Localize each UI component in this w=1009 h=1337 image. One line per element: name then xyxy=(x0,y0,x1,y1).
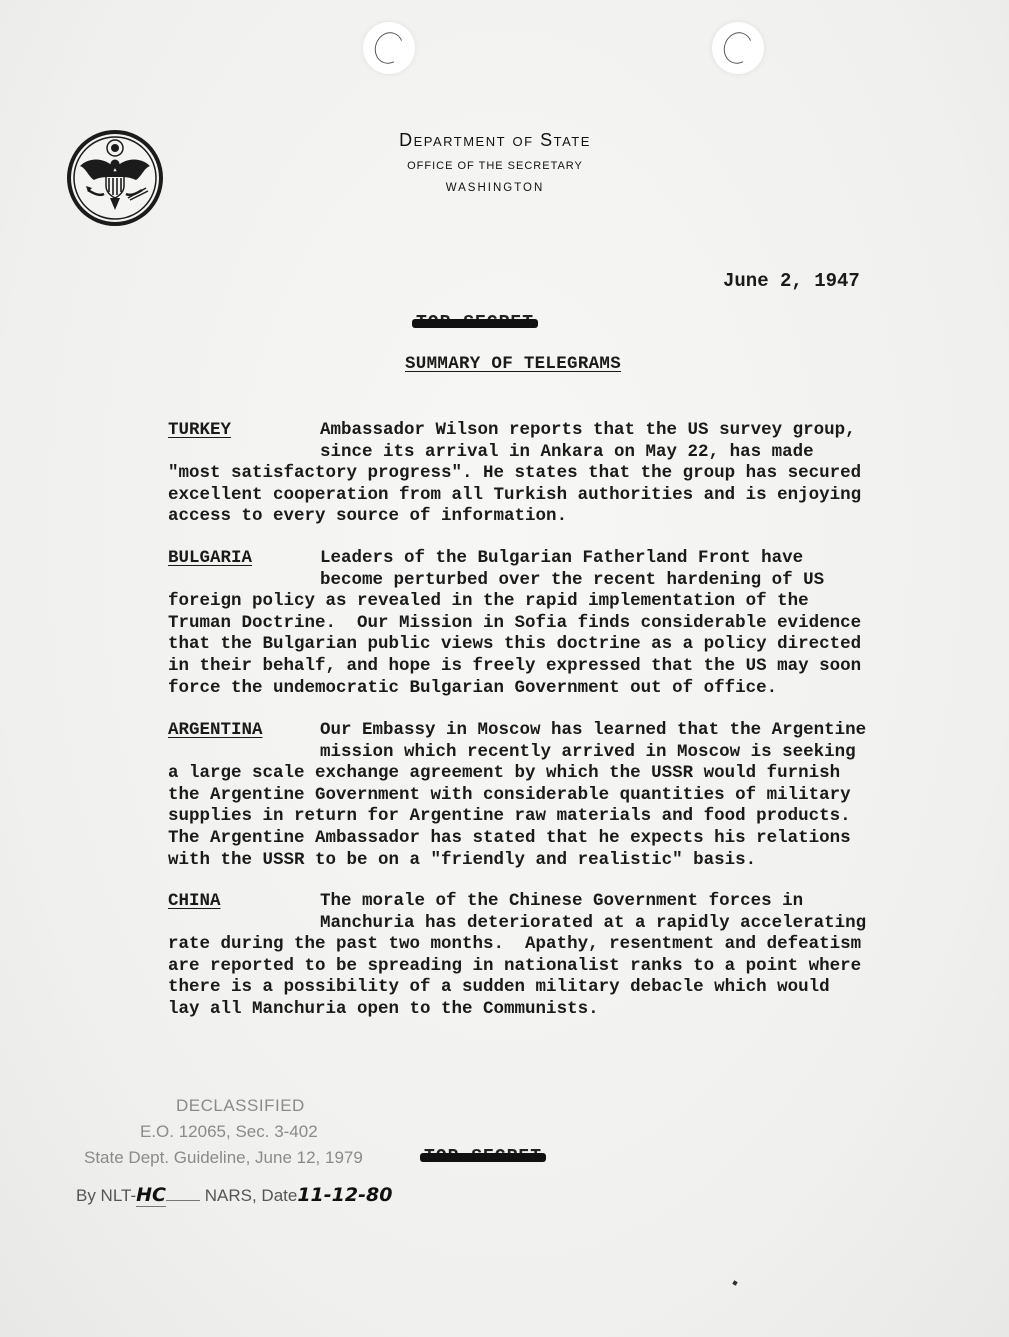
section-bulgaria xyxy=(168,548,898,699)
section-heading: ARGENTINA xyxy=(168,720,263,740)
punch-hole-left xyxy=(363,22,415,74)
section-china xyxy=(168,891,898,1021)
section-heading: CHINA xyxy=(168,891,221,911)
stamp-date: 11-12-80 xyxy=(297,1184,393,1206)
redaction-strike xyxy=(412,319,538,328)
section-paragraph: Ambassador Wilson reports that the US survey group, since its arrival in Ankara on May 22, has made "most satisfactory progress". He states that the group has secured excellent cooperation from all Turkish authorities and is enjoying access to every source of information. xyxy=(168,420,862,527)
redaction-strike xyxy=(420,1153,546,1162)
department-name: Department of State xyxy=(399,130,591,150)
office-name: OFFICE OF THE SECRETARY xyxy=(407,160,583,172)
city-name: WASHINGTON xyxy=(445,182,545,194)
section-paragraph: Our Embassy in Moscow has learned that the Argentine mission which recently arrived in Moscow is seeking a large scale exchange agreement by which the USSR would furnish the Argentine Government with considerable quantities of military supplies in return for Argentine raw materials and food products. The Argentine Ambassador has stated that he expects his relations with the USSR to be on a "friendly and realistic" basis. xyxy=(168,720,867,870)
stamp-by-prefix: By NLT- xyxy=(76,1186,137,1205)
document-title: SUMMARY OF TELEGRAMS xyxy=(405,354,622,374)
stamp-authorization xyxy=(76,1184,392,1207)
stamp-guideline: State Dept. Guideline, June 12, 1979 xyxy=(84,1148,363,1167)
section-paragraph: The morale of the Chinese Government forces in Manchuria has deteriorated at a rapidly accelerating rate during the past two months. Apathy, resentment and defeatism are reported to be spreading in nationalist ranks to a point where there is a possibility of a sudden military debacle which would lay all Manchuria open to the Communists. xyxy=(168,891,867,1019)
stamp-initials: HC xyxy=(136,1184,166,1206)
stamp-declassified: DECLASSIFIED xyxy=(176,1096,305,1115)
section-argentina xyxy=(168,720,898,871)
great-seal-icon xyxy=(58,128,172,228)
punch-hole-right xyxy=(712,22,764,74)
letterhead xyxy=(330,130,660,194)
section-heading: TURKEY xyxy=(168,420,232,440)
section-turkey xyxy=(168,420,898,528)
section-paragraph: Leaders of the Bulgarian Fatherland Front have become perturbed over the recent hardening of US foreign policy as revealed in the rapid implementation of the Truman Doctrine. Our Mission in Sofia finds considerable evidence that the Bulgarian public views this doctrine as a policy directed in their behalf, and hope is freely expressed that the US may soon force the undemocratic Bulgarian Government out of office. xyxy=(168,548,862,698)
section-heading: BULGARIA xyxy=(168,548,253,568)
classification-top xyxy=(416,313,534,333)
stamp-nars-label: NARS, Date xyxy=(204,1186,298,1205)
ink-mark xyxy=(732,1280,737,1285)
classification-bottom xyxy=(424,1147,542,1167)
document-date: June 2, 1947 xyxy=(723,270,860,292)
stamp-executive-order: E.O. 12065, Sec. 3-402 xyxy=(140,1122,318,1141)
